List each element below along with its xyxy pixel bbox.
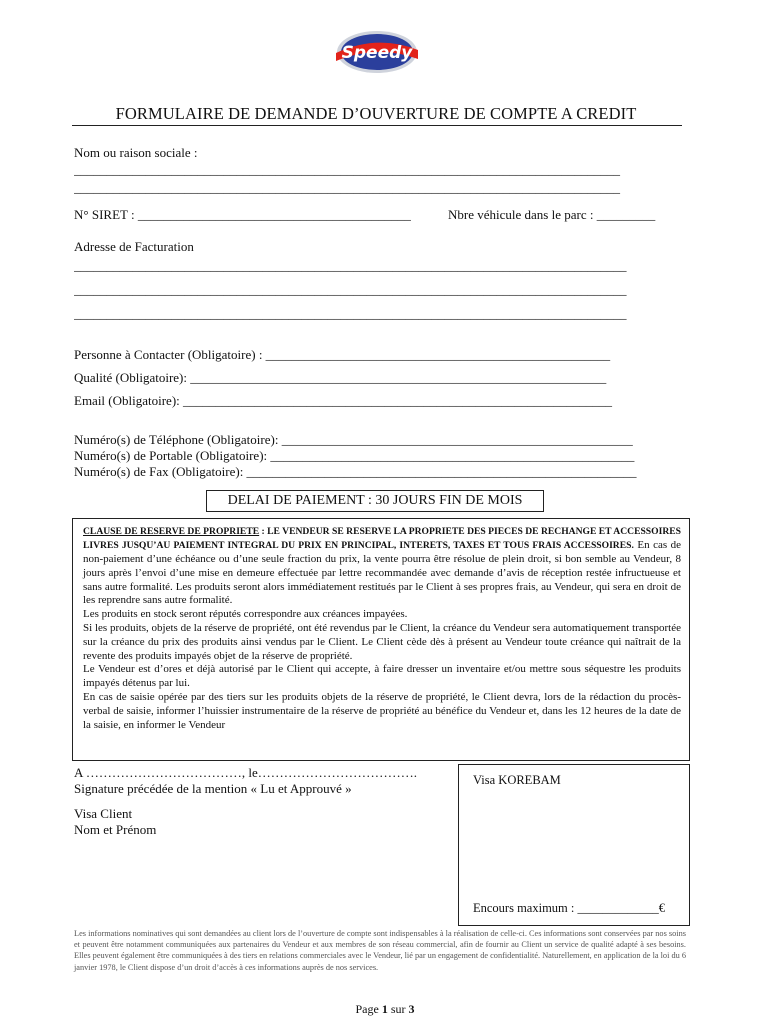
clause-heading bbox=[83, 526, 681, 551]
raison-sociale-label: Nom ou raison sociale : bbox=[74, 145, 198, 160]
email-field[interactable]: Email (Obligatoire): __________________________________________________________________ bbox=[74, 393, 613, 408]
clause-paragraph-1: En cas de non-paiement d’une échéance ou d’une seule fraction du prix, la vente pourra être résolue de plein droit, si bon semble au Vendeur, 8 jours après l’envoi d’une mise en demeure effectuée par lettre recommandée avec demande d’avis de réception restée infructueuse et sans autre formalité. Les produits seront alors immédiatement restitués par le Client à ses propres frais, au Vendeur, qui sera en droit de les reprendre sans autre formalité. bbox=[83, 539, 681, 607]
visa-korebam-label: Visa KOREBAM bbox=[473, 773, 561, 787]
title-underline bbox=[72, 125, 682, 126]
adresse-field-line-1[interactable]: _____________________________________________________________________________________ bbox=[74, 258, 627, 273]
fax-field[interactable]: Numéro(s) de Fax (Obligatoire): ____________________________________________________________ bbox=[74, 464, 637, 479]
clause-reserve-propriete bbox=[72, 518, 690, 761]
telephone-field[interactable]: Numéro(s) de Téléphone (Obligatoire): ______________________________________________________ bbox=[74, 432, 633, 447]
raison-sociale-field-line-1[interactable]: ____________________________________________________________________________________ bbox=[74, 162, 620, 177]
clause-heading-rest: : LE VENDEUR SE RESERVE LA PROPRIETE DES PIECES DE RECHANGE ET ACCESSOIRES LIVRES JUSQU’AU PAIEMENT INTEGRAL DU PRIX EN PRINCIPAL, INTERETS, TAXES ET TOUS FRAIS ACCESSOIRES. bbox=[83, 526, 681, 551]
page-title: FORMULAIRE DE DEMANDE D’OUVERTURE DE COMPTE A CREDIT bbox=[115, 104, 637, 123]
clause-paragraph-3: Si les produits, objets de la réserve de propriété, ont été revendus par le Client, la créance du Vendeur sera automatiquement transportée sur la créance du prix des produits ainsi vendus par le Client. Le Client cède dès à présent au Vendeur toute créance qui naîtrait de la revente des produits impayés objet de la réserve de propriété. bbox=[83, 621, 681, 662]
nom-prenom-label: Nom et Prénom bbox=[74, 822, 157, 837]
page-prefix: Page bbox=[355, 1002, 382, 1016]
adresse-field-line-3[interactable]: _____________________________________________________________________________________ bbox=[74, 306, 627, 321]
personne-contact-field[interactable]: Personne à Contacter (Obligatoire) : _____________________________________________________ bbox=[74, 347, 611, 362]
page-number bbox=[0, 1002, 770, 1017]
visa-korebam-box[interactable] bbox=[458, 764, 690, 926]
adresse-label: Adresse de Facturation bbox=[74, 239, 194, 254]
page-total: 3 bbox=[408, 1002, 415, 1016]
privacy-notice: Les informations nominatives qui sont demandées au client lors de l’ouverture de compte sont indispensables à la réalisation de celle-ci. Ces informations sont conservées par nos soins et peuvent être notamment communiquées aux partenaires du Vendeur et aux membres de son réseau commercial, afin de fournir au Client un service de qualité adapté à ses besoins. Elles peuvent également être communiquées à des tiers en relations commerciales avec le Vendeur, lié par un engagement de confidentialité. Naturellement, en application de la loi du 6 janvier 1978, le Client dispose d’un droit d’accès à ces informations auprès de nos services. bbox=[74, 929, 686, 972]
page-current: 1 bbox=[381, 1002, 388, 1016]
qualite-field[interactable]: Qualité (Obligatoire): ________________________________________________________________ bbox=[74, 370, 607, 385]
clause-paragraph-2: Les produits en stock seront réputés correspondre aux créances impayées. bbox=[83, 608, 408, 621]
clause-paragraph-4: Le Vendeur est d’ores et déjà autorisé par le Client qui accepte, à faire dresser un inventaire et/ou mettre sous séquestre les produits impayés détenus par lui. bbox=[83, 663, 681, 690]
adresse-field-line-2[interactable]: _____________________________________________________________________________________ bbox=[74, 282, 627, 297]
page-middle: sur bbox=[387, 1002, 409, 1016]
encours-maximum-field[interactable]: Encours maximum : _____________€ bbox=[473, 901, 665, 915]
lieu-date-field[interactable]: A ………………………………, le………………………………. bbox=[74, 765, 418, 780]
logo-text: Speedy bbox=[341, 43, 413, 63]
siret-field[interactable]: N° SIRET : __________________________________________ bbox=[74, 207, 411, 222]
clause-paragraph-5: En cas de saisie opérée par des tiers sur les produits objets de la réserve de propriété, le Client devra, lors de la rédaction du procès-verbal de saisie, informer l’huissier instrumentaire de la réserve de propriété au bénéfice du Vendeur et, dans les 12 heures de la date de la saisie, en informer le Vendeur bbox=[83, 690, 681, 731]
signature-mention: Signature précédée de la mention « Lu et Approuvé » bbox=[74, 781, 352, 796]
clause-heading-underlined: CLAUSE DE RESERVE DE PROPRIETE bbox=[83, 526, 260, 537]
speedy-logo bbox=[330, 28, 424, 76]
raison-sociale-field-line-2[interactable]: ____________________________________________________________________________________ bbox=[74, 180, 620, 195]
visa-client-label: Visa Client bbox=[74, 806, 133, 821]
delai-paiement-banner: DELAI DE PAIEMENT : 30 JOURS FIN DE MOIS bbox=[206, 490, 544, 512]
nbre-vehicule-field[interactable]: Nbre véhicule dans le parc : _________ bbox=[448, 207, 656, 222]
portable-field[interactable]: Numéro(s) de Portable (Obligatoire): ________________________________________________________ bbox=[74, 448, 635, 463]
